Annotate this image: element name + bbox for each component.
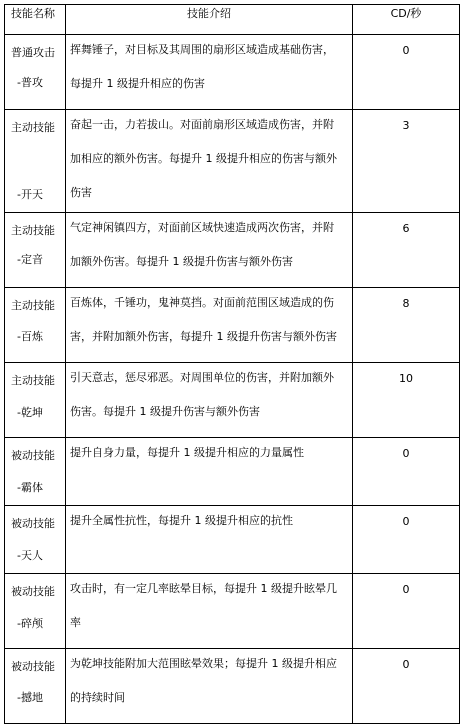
skill-type-label: 被动技能	[11, 517, 55, 530]
skill-name-label: -霸体	[17, 481, 43, 494]
cooldown-value: 0	[402, 44, 410, 57]
header-row	[5, 5, 460, 35]
cooldown-value: 0	[402, 515, 410, 528]
description-line: 害，并附加额外伤害，每提升 1 级提升伤害与额外伤害	[70, 330, 337, 343]
table-row	[5, 363, 460, 438]
skill-name-cell	[5, 35, 66, 110]
skill-description-cell	[66, 288, 353, 363]
description-line: 奋起一击，力若拔山。对面前扇形区域造成伤害，并附	[70, 118, 334, 131]
description-line: 挥舞锤子，对目标及其周围的扇形区域造成基础伤害，	[70, 43, 334, 56]
description-line: 的持续时间	[70, 691, 125, 704]
skill-name-cell	[5, 213, 66, 288]
table-body	[5, 35, 460, 724]
description-line: 提升全属性抗性，每提升 1 级提升相应的抗性	[70, 514, 293, 527]
skill-type-label: 主动技能	[11, 374, 55, 387]
cooldown-cell	[353, 506, 460, 574]
skill-name-label: -天人	[17, 549, 43, 562]
description-line: 引天意志，惩尽邪恶。对周围单位的伤害，并附加额外	[70, 371, 334, 384]
skill-name-cell	[5, 649, 66, 724]
skill-description-cell	[66, 35, 353, 110]
skill-description-cell	[66, 649, 353, 724]
description-line: 百炼体，千锤功，鬼神莫挡。对面前范围区域造成的伤	[70, 296, 334, 309]
description-line: 每提升 1 级提升相应的伤害	[70, 77, 205, 90]
description-line: 加额外伤害。每提升 1 级提升伤害与额外伤害	[70, 255, 293, 268]
cooldown-cell	[353, 35, 460, 110]
skill-name-label: -定音	[17, 253, 43, 266]
skill-type-label: 被动技能	[11, 660, 55, 673]
skill-name-cell	[5, 363, 66, 438]
description-line: 提升自身力量，每提升 1 级提升相应的力量属性	[70, 446, 304, 459]
description-line: 率	[70, 616, 81, 629]
skill-description-cell	[66, 574, 353, 649]
skill-name-cell	[5, 438, 66, 506]
cooldown-value: 0	[402, 583, 410, 596]
table-row	[5, 213, 460, 288]
cooldown-value: 0	[402, 658, 410, 671]
header-skill-description: 技能介绍	[66, 5, 353, 35]
skill-name-label: -乾坤	[17, 406, 43, 419]
skill-name-label: -开天	[17, 188, 43, 201]
table-row	[5, 574, 460, 649]
skill-name-cell	[5, 288, 66, 363]
skill-description-cell	[66, 110, 353, 213]
cooldown-cell	[353, 110, 460, 213]
skill-name-label: -撼地	[17, 691, 43, 704]
skill-type-label: 被动技能	[11, 585, 55, 598]
skill-description-cell	[66, 438, 353, 506]
skill-name-cell	[5, 110, 66, 213]
skills-table	[4, 4, 460, 724]
description-line: 加相应的额外伤害。每提升 1 级提升相应的伤害与额外	[70, 152, 337, 165]
cooldown-cell	[353, 574, 460, 649]
cooldown-cell	[353, 288, 460, 363]
skill-type-label: 主动技能	[11, 299, 55, 312]
cooldown-value: 6	[402, 222, 410, 235]
skill-type-label: 主动技能	[11, 121, 55, 134]
table-row	[5, 35, 460, 110]
skill-description-cell	[66, 506, 353, 574]
cooldown-value: 10	[399, 372, 413, 385]
skill-name-label: -普攻	[17, 76, 43, 89]
cooldown-value: 3	[402, 119, 410, 132]
table-row	[5, 438, 460, 506]
skill-name-label: -百炼	[17, 330, 43, 343]
table-row	[5, 288, 460, 363]
header-skill-name: 技能名称	[5, 5, 66, 35]
skill-name-cell	[5, 506, 66, 574]
cooldown-cell	[353, 363, 460, 438]
cooldown-value: 8	[402, 297, 410, 310]
cooldown-cell	[353, 649, 460, 724]
table-row	[5, 110, 460, 213]
skill-type-label: 被动技能	[11, 449, 55, 462]
description-line: 攻击时，有一定几率眩晕目标，每提升 1 级提升眩晕几	[70, 582, 337, 595]
cooldown-cell	[353, 438, 460, 506]
description-line: 为乾坤技能附加大范围眩晕效果；每提升 1 级提升相应	[70, 657, 337, 670]
description-line: 气定神闲镇四方，对面前区域快速造成两次伤害，并附	[70, 221, 334, 234]
cooldown-value: 0	[402, 447, 410, 460]
skill-name-cell	[5, 574, 66, 649]
cooldown-cell	[353, 213, 460, 288]
skill-description-cell	[66, 363, 353, 438]
skill-type-label: 普通攻击	[11, 46, 55, 59]
skill-description-cell	[66, 213, 353, 288]
description-line: 伤害。每提升 1 级提升伤害与额外伤害	[70, 405, 260, 418]
skill-type-label: 主动技能	[11, 224, 55, 237]
header-cooldown: CD/秒	[353, 5, 460, 35]
description-line: 伤害	[70, 186, 92, 199]
skill-name-label: -碎颅	[17, 617, 43, 630]
table-row	[5, 506, 460, 574]
table-row	[5, 649, 460, 724]
